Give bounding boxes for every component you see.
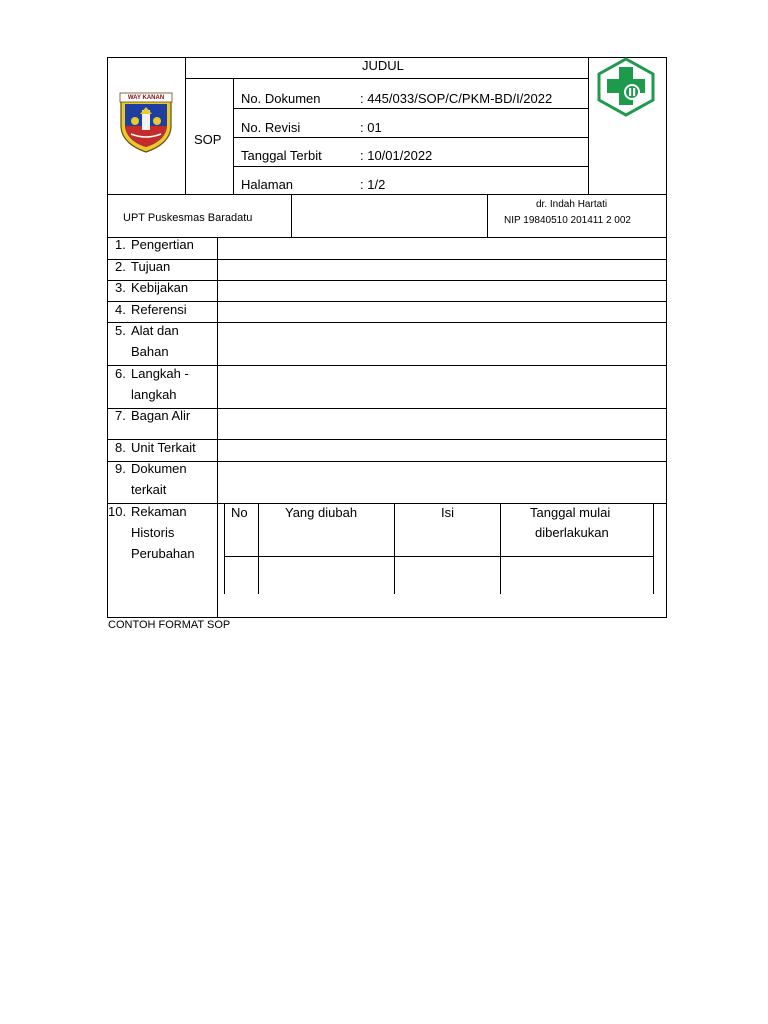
section-label: Langkah - (131, 366, 189, 381)
sop-divider (233, 78, 234, 194)
section-label: Referensi (131, 302, 187, 317)
section-number: 5. (115, 323, 126, 338)
history-table-col-2 (394, 504, 395, 594)
section-label-cont: langkah (131, 387, 177, 402)
frame-right-border (666, 57, 667, 618)
frame-left-border (107, 57, 108, 618)
field-divider-1 (233, 108, 589, 109)
field-label-tanggal-terbit: Tanggal Terbit (241, 148, 322, 163)
history-table-right (653, 504, 654, 594)
section-label: Alat dan (131, 323, 179, 338)
field-value-halaman: : 1/2 (360, 177, 386, 192)
section-row-line (107, 280, 667, 281)
section-number: 3. (115, 280, 126, 295)
section-row-line (107, 259, 667, 260)
doc-type-label: SOP (194, 132, 222, 147)
header-bottom-line (107, 194, 667, 195)
emblem-banner-text: WAY KANAN (127, 95, 165, 101)
signer-name: dr. Indah Hartati (536, 199, 608, 210)
field-value-tanggal-terbit: : 10/01/2022 (360, 148, 433, 163)
title-underline (185, 78, 589, 79)
history-table-col-3 (500, 504, 501, 594)
caption: CONTOH FORMAT SOP (108, 619, 231, 631)
section-label-cont: Historis (131, 525, 175, 540)
history-table-left (224, 504, 225, 594)
section-number: 7. (115, 408, 126, 423)
section-number: 9. (115, 461, 126, 476)
section-number: 4. (115, 302, 126, 317)
history-header-no: No (231, 505, 248, 520)
signature-divider-2 (487, 194, 488, 237)
section-label: Unit Terkait (131, 440, 196, 455)
way-kanan-emblem-icon (118, 92, 174, 154)
section-number: 8. (115, 440, 126, 455)
section-row-line (107, 301, 667, 302)
history-header-tanggal-mulai: Tanggal mulai (530, 505, 611, 520)
puskesmas-cross-icon (595, 57, 657, 117)
section-label-cont: terkait (131, 482, 167, 497)
section-label: Bagan Alir (131, 408, 191, 423)
section-label: Kebijakan (131, 280, 189, 295)
section-row-line (107, 322, 667, 323)
signature-divider-1 (291, 194, 292, 237)
history-header-isi: Isi (441, 505, 454, 520)
signer-nip: NIP 19840510 201411 2 002 (504, 215, 631, 226)
history-table-col-1 (258, 504, 259, 594)
unit-name: UPT Puskesmas Baradatu (123, 212, 253, 224)
field-label-halaman: Halaman (241, 177, 294, 192)
field-value-no-dokumen: : 445/033/SOP/C/PKM-BD/I/2022 (360, 91, 553, 106)
section-row-line (107, 408, 667, 409)
section-column-divider (217, 237, 218, 618)
section-number: 1. (115, 237, 126, 252)
section-label: Tujuan (131, 259, 171, 274)
document-title: JUDUL (362, 58, 404, 73)
section-label: Dokumen (131, 461, 187, 476)
field-divider-2 (233, 137, 589, 138)
frame-bottom-border (107, 617, 667, 618)
history-table-row-line (224, 556, 654, 557)
section-number: 2. (115, 259, 126, 274)
section-label: Rekaman (131, 504, 187, 519)
section-number: 6. (115, 366, 126, 381)
section-label-cont: Bahan (131, 344, 169, 359)
field-label-no-revisi: No. Revisi (241, 120, 301, 135)
field-label-no-dokumen: No. Dokumen (241, 91, 321, 106)
field-divider-3 (233, 166, 589, 167)
section-row-line (107, 461, 667, 462)
section-row-line (107, 503, 667, 504)
section-label: Pengertian (131, 237, 194, 252)
field-value-no-revisi: : 01 (360, 120, 382, 135)
section-row-line (107, 365, 667, 366)
section-number: 10. (108, 504, 127, 519)
history-header-diberlakukan: diberlakukan (535, 525, 609, 540)
section-label-cont: Perubahan (131, 546, 195, 561)
history-header-yang-diubah: Yang diubah (285, 505, 358, 520)
